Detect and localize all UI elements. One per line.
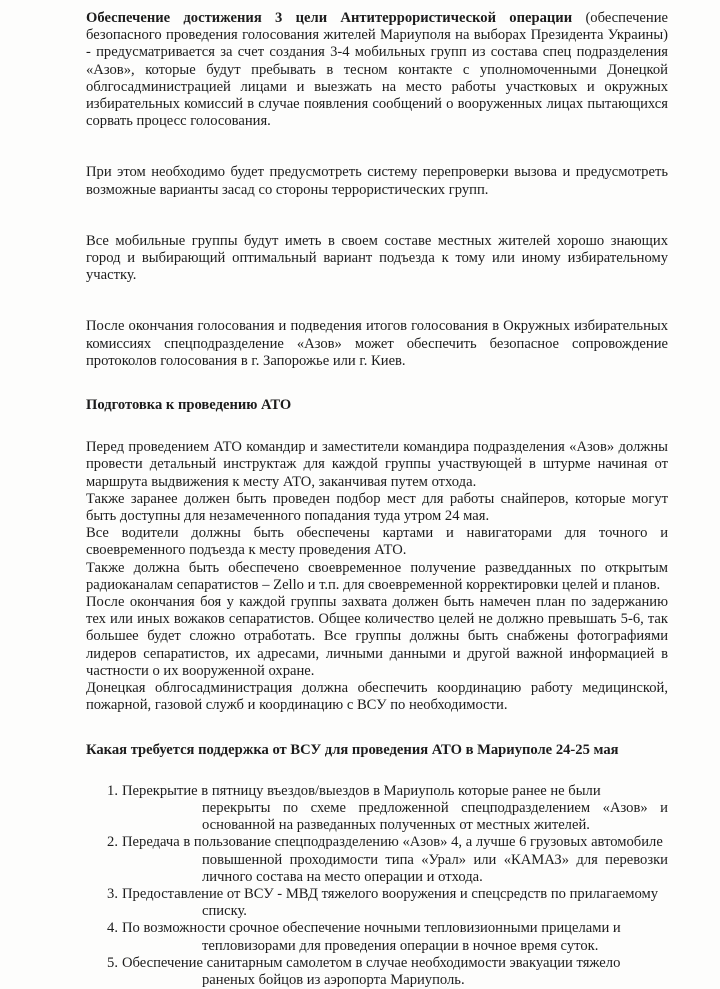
- paragraph-verification: При этом необходимо будет предусмотреть систему перепроверки вызова и предусмотреть возможные варианты засад со стороны террористических групп.: [86, 164, 668, 198]
- list-item-number: 1.: [107, 782, 118, 799]
- list-item-first-line: Перекрытие в пятницу въездов/выездов в Мариуполь которые ранее не были: [122, 782, 601, 799]
- list-item-first-line: Предоставление от ВСУ - МВД тяжелого вооружения и спецсредств по прилагаемому: [122, 885, 658, 902]
- intro-lead: Обеспечение достижения 3 цели Антитеррористической операции: [86, 10, 573, 26]
- prep-paragraph-intel: Также должна быть обеспечено своевременное получение разведданных по открытым радиоканалам сепаратистов – Zello и т.п. для своевременной корректировки целей и планов.: [86, 559, 668, 593]
- paragraph-protocols: После окончания голосования и подведения итогов голосования в Окружных избирательных комиссиях спецподразделение «Азов» может обеспечить безопасное сопровождение протоколов голосования в г. Запорожье или г. Киев.: [86, 318, 668, 369]
- prep-paragraph-capture: После окончания боя у каждой группы захвата должен быть намечен план по задержанию тех или иных вожаков сепаратистов. Общее количество целей не должно превышать 5-6, так большее будет сложно отработать. Все группы должны быть снабжены фотографиями лидеров сепаратистов, их адресами, личными данными и другой важной информацией в частности о их вооруженной охране.: [86, 594, 668, 679]
- list-item-first-line: Обеспечение санитарным самолетом в случае необходимости эвакуации тяжело: [122, 954, 621, 971]
- prep-paragraph-snipers: Также заранее должен быть проведен подбор мест для работы снайперов, которые могут быть доступны для незамеченного попадания туда утром 24 мая.: [86, 490, 668, 525]
- prep-paragraph-briefing: Перед проведением АТО командир и заместители командира подразделения «Азов» должны провести детальный инструктаж для каждой группы участвующей в штурме начиная от маршрута выдвижения к месту АТО, заканчивая путем отхода.: [86, 439, 668, 490]
- prep-paragraph-coordination: Донецкая облгосадминистрация должна обеспечить координацию работу медицинской, пожарной, газовой служб и координацию с ВСУ по необходимости.: [86, 680, 668, 714]
- list-item-number: 2.: [107, 834, 118, 851]
- list-item-continuation: повышенной проходимости типа «Урал» или «КАМАЗ» для перевозки личного состава на место операции и отхода.: [202, 851, 668, 885]
- list-item-first-line: Передача в пользование спецподразделению «Азов» 4, а лучше 6 грузовых автомобиле: [122, 834, 663, 851]
- list-item-continuation: раненых бойцов из аэропорта Мариуполь.: [202, 971, 465, 988]
- support-list: [86, 783, 668, 989]
- list-item-number: 4.: [107, 920, 118, 937]
- section-heading-support: Какая требуется поддержка от ВСУ для проведения АТО в Мариуполе 24-25 мая: [86, 741, 619, 758]
- intro-text: (обеспечение безопасного проведения голосования жителей Мариуполя на выборах Президента Украины) - предусматривается за счет создания 3-4 мобильных групп из состава спец подразделения «Азов», которые будут пребывать в тесном контакте с уполномоченными Донецкой облгосадминистрацией лицами и выезжать на место работы участковых и окружных избирательных комиссий в случае появления сообщений о вооруженных лицах пытающихся сорвать процесс голосования.: [86, 10, 668, 130]
- paragraph-mobile-groups: Все мобильные группы будут иметь в своем составе местных жителей хорошо знающих город и выбирающий оптимальный вариант подъезда к тому или иному избирательному участку.: [86, 232, 668, 284]
- list-item-first-line: По возможности срочное обеспечение ночными тепловизионными прицелами и: [122, 920, 621, 937]
- list-item-number: 3.: [107, 885, 118, 902]
- list-item: [107, 782, 668, 835]
- list-item: [107, 920, 668, 954]
- section-heading-preparation: Подготовка к проведению АТО: [86, 397, 292, 414]
- list-item: [107, 885, 668, 920]
- intro-paragraph: [86, 10, 668, 130]
- list-item-continuation: тепловизорами для проведения операции в ночное время суток.: [202, 937, 599, 954]
- section-preparation-body: [86, 439, 668, 714]
- list-item-continuation: списку.: [202, 903, 247, 920]
- prep-paragraph-drivers: Все водители должны быть обеспечены картами и навигаторами для точного и своевременного подъезда к месту проведения АТО.: [86, 525, 668, 559]
- list-item-continuation: перекрыты по схеме предложенной спецподразделением «Азов» и основанной на разведанных полученных от местных жителей.: [202, 799, 668, 834]
- list-item: [107, 834, 668, 886]
- list-item-number: 5.: [107, 954, 118, 971]
